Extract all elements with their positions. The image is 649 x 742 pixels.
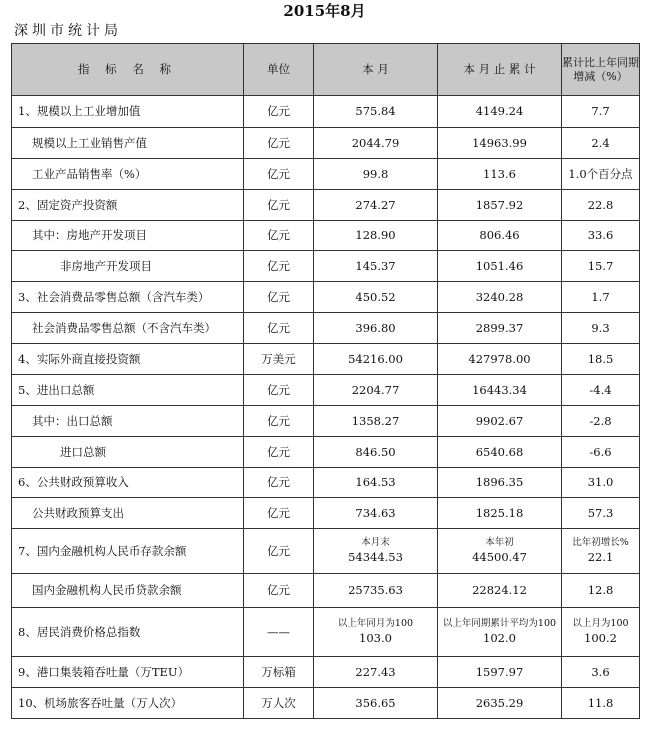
statistics-table — [11, 43, 640, 719]
sub-label: 本年初 — [485, 537, 514, 548]
table-row: 8、居民消费价格总指数 —— 以上年同月为100 103.0 以上年同期累计平均为100 102.0 以上月为100 100.2 — [12, 608, 640, 657]
table-header-row — [12, 44, 640, 96]
sub-label: 以上年同月为100 — [337, 618, 414, 629]
sub-label: 以上月为100 — [572, 618, 629, 629]
table-row: 社会消费品零售总额（不含汽车类） 亿元 396.80 2899.37 9.3 — [12, 313, 640, 344]
table-row: 3、社会消费品零售总额（含汽车类） 亿元 450.52 3240.28 1.7 — [12, 282, 640, 313]
table-row: 其中：房地产开发项目 亿元 128.90 806.46 33.6 — [12, 221, 640, 251]
table-row: 非房地产开发项目 亿元 145.37 1051.46 15.7 — [12, 251, 640, 282]
table-row: 国内金融机构人民币贷款余额 亿元 25735.63 22824.12 12.8 — [12, 574, 640, 608]
header-cumulative: 本 月 止 累 计 — [438, 44, 562, 96]
sub-label: 本月末 — [361, 537, 390, 548]
table-row: 7、国内金融机构人民币存款余额 亿元 本月末 54344.53 本年初 44500.47 比年初增长% 22.1 — [12, 529, 640, 574]
table-row: 其中：出口总额 亿元 1358.27 9902.67 -2.8 — [12, 406, 640, 437]
table-row: 4、实际外商直接投资额 万美元 54216.00 427978.00 18.5 — [12, 344, 640, 375]
table-row: 公共财政预算支出 亿元 734.63 1825.18 57.3 — [12, 498, 640, 529]
sub-label: 比年初增长% — [572, 537, 629, 548]
table-row: 进口总额 亿元 846.50 6540.68 -6.6 — [12, 437, 640, 468]
table-row: 1、规模以上工业增加值 亿元 575.84 4149.24 7.7 — [12, 96, 640, 128]
table-row: 9、港口集装箱吞吐量（万TEU） 万标箱 227.43 1597.97 3.6 — [12, 657, 640, 688]
table-row: 工业产品销售率（%） 亿元 99.8 113.6 1.0个百分点 — [12, 159, 640, 190]
sub-label: 以上年同期累计平均为100 — [442, 618, 557, 629]
header-change: 累计比上年同期 增减（%） — [562, 44, 640, 96]
header-indicator: 指 标 名 称 — [12, 44, 244, 96]
table-row: 2、固定资产投资额 亿元 274.27 1857.92 22.8 — [12, 190, 640, 221]
table-row: 6、公共财政预算收入 亿元 164.53 1896.35 31.0 — [12, 468, 640, 498]
table-row: 规模以上工业销售产值 亿元 2044.79 14963.99 2.4 — [12, 128, 640, 159]
table-row: 5、进出口总额 亿元 2204.77 16443.34 -4.4 — [12, 375, 640, 406]
organization-name: 深圳市统计局 — [14, 23, 122, 39]
header-unit: 单位 — [244, 44, 314, 96]
header-current: 本 月 — [314, 44, 438, 96]
table-row: 10、机场旅客吞吐量（万人次） 万人次 356.65 2635.29 11.8 — [12, 688, 640, 719]
report-title: 2015年8月 — [283, 2, 366, 20]
